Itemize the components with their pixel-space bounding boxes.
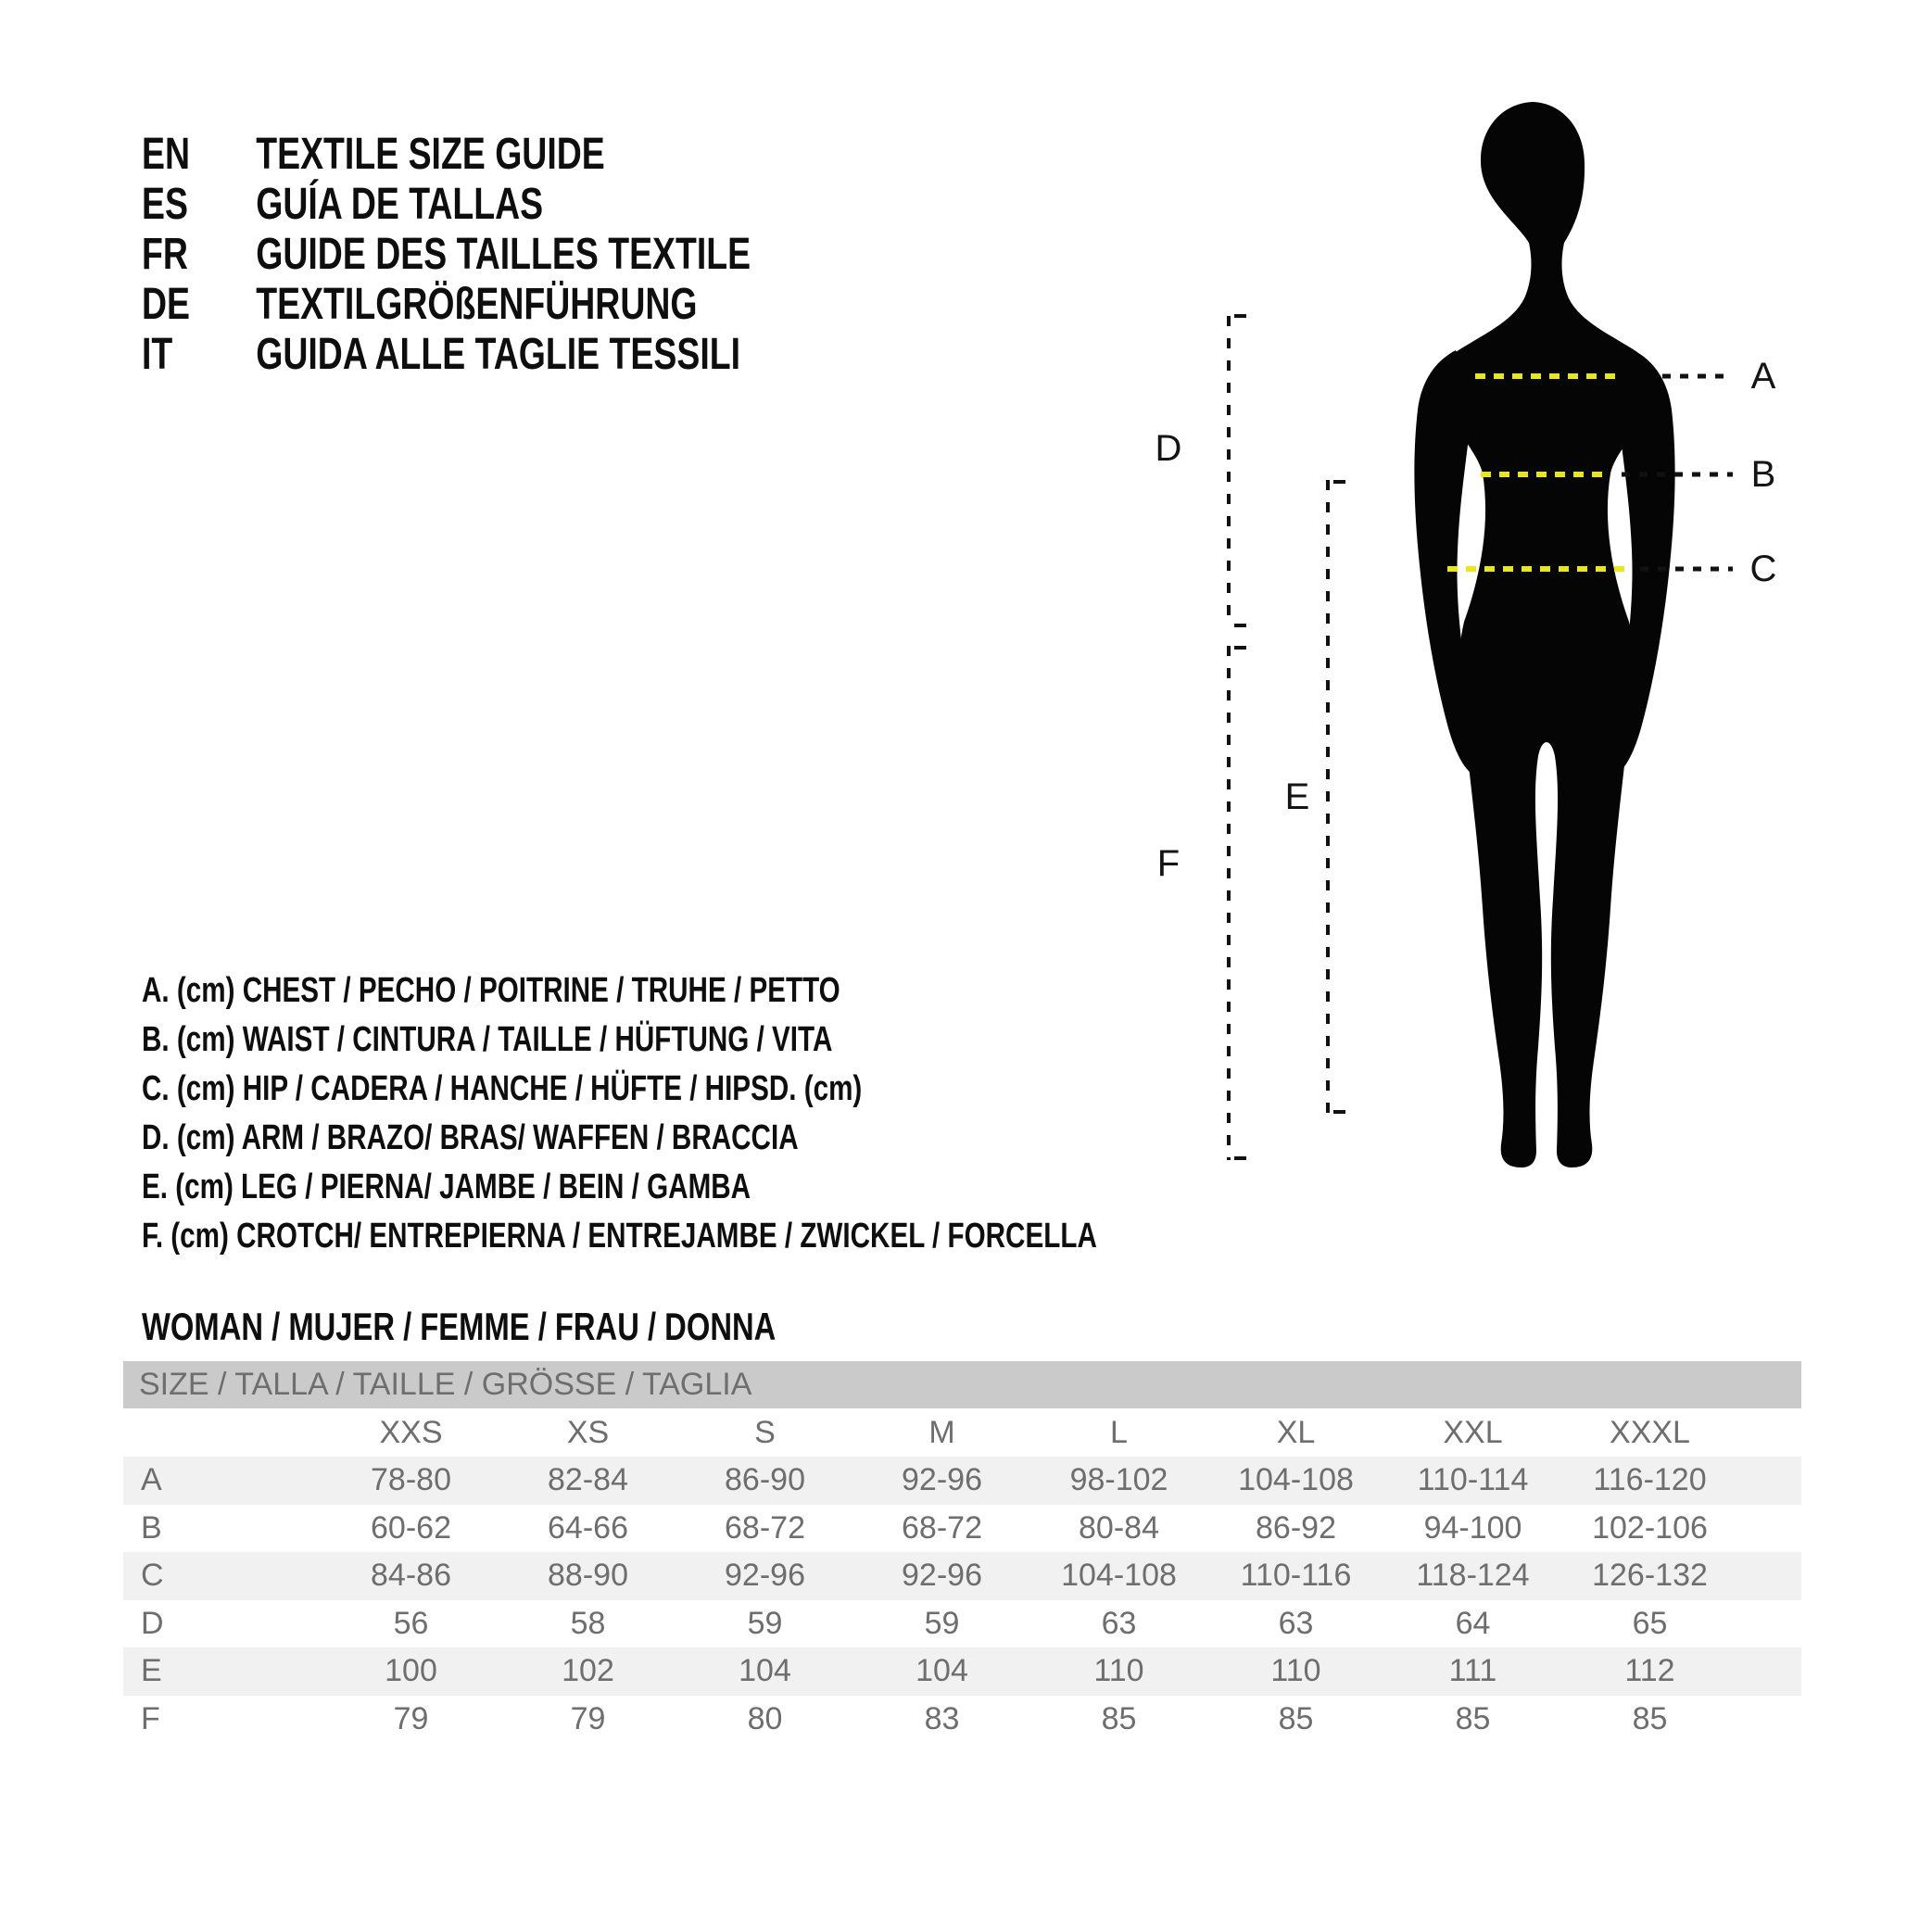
legend-line-chest: A. (cm) CHEST / PECHO / POITRINE / TRUHE / PETTO (142, 971, 840, 1010)
cell: 100 (385, 1653, 437, 1689)
legend-line-leg: E. (cm) LEG / PIERNA/ JAMBE / BEIN / GAMBA (142, 1167, 751, 1206)
cell: 59 (924, 1605, 960, 1641)
row-label: D (141, 1605, 164, 1641)
waist-label: B (1750, 454, 1776, 495)
cell: 80 (747, 1700, 783, 1736)
language-row (142, 179, 751, 229)
cell: 60-62 (371, 1509, 451, 1546)
cell: 65 (1632, 1605, 1668, 1641)
cell: 104 (739, 1653, 791, 1689)
cell: 88-90 (548, 1558, 628, 1594)
cell: 85 (1101, 1700, 1137, 1736)
cell: 85 (1455, 1700, 1491, 1736)
table-row-chest (123, 1457, 1801, 1505)
size-col-l: L (1110, 1414, 1128, 1450)
legend-line-waist: B. (cm) WAIST / CINTURA / TAILLE / HÜFTUNG / VITA (142, 1020, 833, 1059)
row-label: C (141, 1558, 164, 1594)
cell: 92-96 (902, 1558, 982, 1594)
table-row-crotch (123, 1696, 1801, 1744)
row-label: E (141, 1653, 162, 1689)
cell: 56 (393, 1605, 429, 1641)
table-row-waist (123, 1505, 1801, 1553)
table-row-leg (123, 1647, 1801, 1696)
cell: 68-72 (902, 1509, 982, 1546)
hip-label: C (1749, 549, 1777, 589)
cell: 84-86 (371, 1558, 451, 1594)
language-row (142, 229, 751, 279)
cell: 102-106 (1592, 1509, 1708, 1546)
woman-silhouette-figure (1149, 83, 1779, 1205)
row-label: F (141, 1700, 160, 1736)
table-row-arm (123, 1600, 1801, 1648)
language-row (142, 129, 751, 179)
cell: 94-100 (1423, 1509, 1522, 1546)
cell: 104 (915, 1653, 968, 1689)
cell: 58 (570, 1605, 606, 1641)
row-label: A (141, 1462, 162, 1498)
language-code: EN (142, 129, 191, 179)
size-col-xxl: XXL (1443, 1414, 1503, 1450)
woman-body-silhouette (1450, 102, 1643, 1167)
size-table (123, 1361, 1801, 1743)
cell: 82-84 (548, 1462, 628, 1498)
guide-title: TEXTILGRÖßENFÜHRUNG (256, 279, 698, 329)
size-columns-row (123, 1408, 1801, 1457)
cell: 116-120 (1593, 1462, 1707, 1498)
measurement-legend (142, 966, 1097, 1261)
cell: 98-102 (1069, 1462, 1168, 1498)
language-row (142, 279, 751, 329)
size-col-xs: XS (566, 1414, 610, 1450)
legend-line-crotch: F. (cm) CROTCH/ ENTREPIERNA / ENTREJAMBE / ZWICKEL / FORCELLA (142, 1217, 1097, 1256)
cell: 85 (1632, 1700, 1668, 1736)
legend-line-hip: C. (cm) HIP / CADERA / HANCHE / HÜFTE / HIPSD. (cm) (142, 1069, 863, 1108)
language-code: DE (142, 279, 191, 329)
cell: 86-90 (725, 1462, 805, 1498)
cell: 85 (1278, 1700, 1314, 1736)
language-code: ES (142, 179, 188, 229)
language-row (142, 329, 751, 379)
cell: 68-72 (725, 1509, 805, 1546)
language-code: FR (142, 229, 188, 279)
cell: 64-66 (548, 1509, 628, 1546)
guide-title: GUIDA ALLE TAGLIE TESSILI (256, 329, 741, 379)
size-col-xxs: XXS (379, 1414, 443, 1450)
cell: 79 (393, 1700, 429, 1736)
cell: 104-108 (1238, 1462, 1354, 1498)
size-table-header-text: SIZE / TALLA / TAILLE / GRÖSSE / TAGLIA (139, 1367, 752, 1402)
guide-title: GUÍA DE TALLAS (256, 179, 544, 229)
cell: 112 (1624, 1653, 1675, 1689)
cell: 63 (1278, 1605, 1314, 1641)
size-col-xxxl: XXXL (1610, 1414, 1690, 1450)
cell: 79 (570, 1700, 606, 1736)
arm-label: D (1155, 428, 1182, 469)
cell: 126-132 (1592, 1558, 1708, 1594)
cell: 102 (562, 1653, 614, 1689)
cell: 110 (1270, 1653, 1321, 1689)
cell: 110 (1093, 1653, 1144, 1689)
cell: 104-108 (1061, 1558, 1177, 1594)
cell: 80-84 (1079, 1509, 1159, 1546)
cell: 110-114 (1417, 1462, 1529, 1498)
cell: 64 (1455, 1605, 1491, 1641)
guide-title: TEXTILE SIZE GUIDE (256, 129, 605, 179)
cell: 111 (1448, 1653, 1497, 1689)
legend-line-arm: D. (cm) ARM / BRAZO/ BRAS/ WAFFEN / BRACCIA (142, 1118, 799, 1157)
cell: 92-96 (902, 1462, 982, 1498)
cell: 59 (747, 1605, 783, 1641)
language-code: IT (142, 329, 173, 379)
cell: 86-92 (1256, 1509, 1336, 1546)
table-row-hip (123, 1552, 1801, 1600)
guide-title: GUIDE DES TAILLES TEXTILE (256, 229, 751, 279)
language-title-block (142, 129, 751, 379)
cell: 83 (924, 1700, 960, 1736)
size-table-header-band (123, 1361, 1801, 1408)
row-label: B (141, 1509, 162, 1546)
chest-label: A (1750, 356, 1776, 397)
crotch-label: F (1156, 843, 1181, 884)
leg-label: E (1284, 776, 1310, 817)
cell: 63 (1101, 1605, 1137, 1641)
cell: 118-124 (1416, 1558, 1530, 1594)
size-col-xl: XL (1276, 1414, 1316, 1450)
cell: 110-116 (1240, 1558, 1352, 1594)
cell: 92-96 (725, 1558, 805, 1594)
cell: 78-80 (371, 1462, 451, 1498)
size-col-s: S (754, 1414, 776, 1450)
audience-heading: WOMAN / MUJER / FEMME / FRAU / DONNA (142, 1305, 777, 1348)
size-col-m: M (928, 1414, 955, 1450)
